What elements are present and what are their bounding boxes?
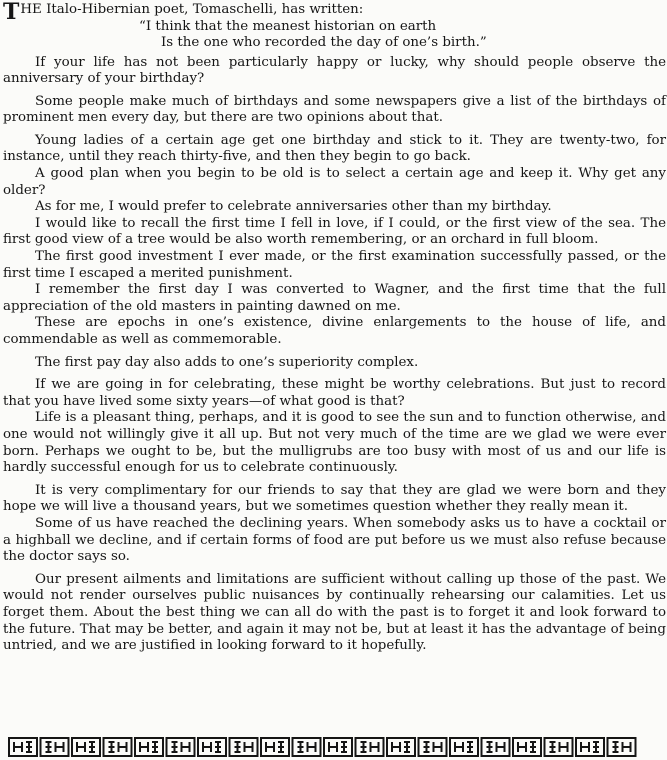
intro-line: HE Italo-Hibernian poet, Tomaschelli, has written: xyxy=(20,2,364,17)
border-motif xyxy=(72,738,100,756)
border-motif xyxy=(356,738,384,756)
paragraph-8: I remember the first day I was converted to Wagner, and the first time that the full appreciation of the old masters in painting dawned on me. xyxy=(3,282,666,314)
border-motif xyxy=(41,738,69,756)
paragraph-10: The first pay day also adds to one’s superiority complex. xyxy=(35,354,419,370)
border-motif xyxy=(324,738,352,756)
paragraph-14: Some of us have reached the declining years. When somebody asks us to have a cocktail or a highball we decline, and if certain forms of food are put before us we must also refuse because the doctor says so. xyxy=(3,515,666,565)
paragraph-13: It is very complimentary for our friends to say that they are glad we were born and they hope we will live a thousand years, but we sometimes question whether they really mean it. xyxy=(3,482,666,515)
paragraph-4: A good plan when you begin to be old is to select a certain age and keep it. Why get any older? xyxy=(3,166,666,198)
paragraph-11: If we are going in for celebrating, these might be worthy celebrations. But just to record that you have lived some sixty years—of what good is that? xyxy=(3,377,666,409)
border-motif xyxy=(576,738,604,756)
border-motif xyxy=(167,738,195,756)
paragraph-5: As for me, I would prefer to celebrate anniversaries other than my birthday. xyxy=(35,199,552,215)
border-motif xyxy=(9,738,37,756)
paragraph-1: If your life has not been particularly happy or lucky, why should people observe the anniversary of your birthday? xyxy=(3,54,666,87)
border-motif xyxy=(608,738,636,756)
paragraph-3: Young ladies of a certain age get one birthday and stick to it. They are twenty-two, for instance, until they reach thirty-five, and then they begin to go back. xyxy=(3,132,666,165)
border-motif xyxy=(419,738,447,756)
intro-block xyxy=(3,2,666,52)
paragraph-15: Our present ailments and limitations are sufficient without calling up those of the past. We would not render ourselves public nuisances by continually rehearsing our calamities. Let us forget them. About the best thing we can all do with the past is to forget it and look forward to the future. That may be better, and again it may not be, but at least it has the advantage of being untried, and we are justified in looking forward to it hopefully. xyxy=(3,571,666,654)
border-motif xyxy=(135,738,163,756)
border-motif xyxy=(387,738,415,756)
border-motif xyxy=(482,738,510,756)
paragraph-7: The first good investment I ever made, or the first examination successfully passed, or the first time I escaped a merited punishment. xyxy=(3,249,666,281)
paragraph-6: I would like to recall the first time I fell in love, if I could, or the first view of the sea. The first good view of a tree would be also worth remembering, or an orchard in full bloom. xyxy=(3,215,666,248)
border-motif xyxy=(293,738,321,756)
greek-key-border-ornament xyxy=(8,737,638,757)
paragraph-12: Life is a pleasant thing, perhaps, and it is good to see the sun and to function otherwise, and one would not willingly give it all up. But not very much of the time are we glad we were ever born. Perhaps we ought to be, but the mulligrubs are too busy with most of us and our life is hardly successful enough for us to celebrate continuously. xyxy=(3,410,666,476)
paragraph-9: These are epochs in one’s existence, divine enlargements to the house of life, and commendable as well as commemorable. xyxy=(3,315,666,347)
border-motif xyxy=(261,738,289,756)
poem-quote-line-2: Is the one who recorded the day of one’s birth.” xyxy=(161,35,487,50)
ornamental-border xyxy=(8,737,638,757)
paragraph-2: Some people make much of birthdays and some newspapers give a list of the birthdays of prominent men every day, but there are two opinions about that. xyxy=(3,93,666,126)
border-motif xyxy=(230,738,258,756)
poem-quote-line-1: “I think that the meanest historian on earth xyxy=(139,18,437,34)
border-motif xyxy=(513,738,541,756)
border-motif xyxy=(198,738,226,756)
border-motif xyxy=(104,738,132,756)
border-motif xyxy=(450,738,478,756)
drop-cap: T xyxy=(3,0,20,25)
border-motif xyxy=(545,738,573,756)
